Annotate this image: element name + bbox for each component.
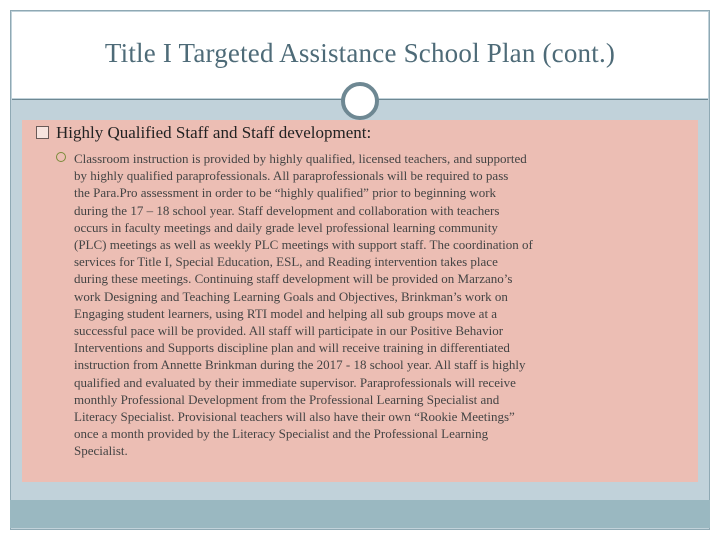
paragraph-line: during these meetings. Continuing staff development will be provided on Marzano’s	[74, 271, 513, 287]
paragraph-line: instruction from Annette Brinkman during the 2017 - 18 school year. All staff is highly	[74, 357, 526, 373]
paragraph-line: Classroom instruction is provided by highly qualified, licensed teachers, and supported	[74, 151, 527, 166]
paragraph-line: work Designing and Teaching Learning Goals and Objectives, Brinkman’s work on	[74, 288, 508, 304]
slide-title: Title I Targeted Assistance School Plan (cont.)	[104, 38, 616, 68]
paragraph-line: services for Title I, Special Education, ESL, and Reading intervention takes place	[74, 254, 498, 270]
divider-line-left	[12, 99, 342, 100]
body-paragraph	[74, 150, 694, 460]
divider-line-right	[378, 99, 708, 100]
paragraph-line: during the 17 – 18 school year. Staff development and collaboration with teachers	[74, 202, 500, 218]
bullet-heading: Highly Qualified Staff and Staff development:	[56, 123, 372, 142]
paragraph-line: Literacy Specialist. Provisional teachers will also have their own “Rookie Meetings”	[74, 409, 515, 425]
paragraph-line: monthly Professional Development from the Professional Learning Specialist and	[74, 391, 500, 407]
ring-ornament-icon	[341, 82, 379, 120]
paragraph-line: (PLC) meetings as well as weekly PLC meetings with support staff. The coordination of	[74, 237, 533, 253]
bottom-band	[10, 500, 710, 528]
circle-bullet-icon	[56, 152, 66, 162]
square-bullet-icon	[36, 126, 49, 139]
paragraph-line: Interventions and Supports discipline plan and will receive training in differentiated	[74, 340, 510, 356]
paragraph-line: Engaging student learners, using RTI model and helping all sub groups move at a	[74, 305, 498, 321]
paragraph-line: the Para.Pro assessment in order to be “highly qualified” prior to beginning work	[74, 185, 497, 201]
paragraph-line: successful pace will be provided. All staff will participate in our Positive Behavior	[74, 323, 504, 339]
paragraph-line: by highly qualified paraprofessionals. All paraprofessionals will be required to pass	[74, 168, 509, 184]
paragraph-line: occurs in faculty meetings and daily grade level professional learning community	[74, 219, 498, 235]
paragraph-line: Specialist.	[74, 443, 128, 459]
paragraph-line: qualified and evaluated by their immediate supervisor. Paraprofessionals will receive	[74, 374, 516, 390]
paragraph-line: once a month provided by the Literacy Specialist and the Professional Learning	[74, 426, 489, 442]
